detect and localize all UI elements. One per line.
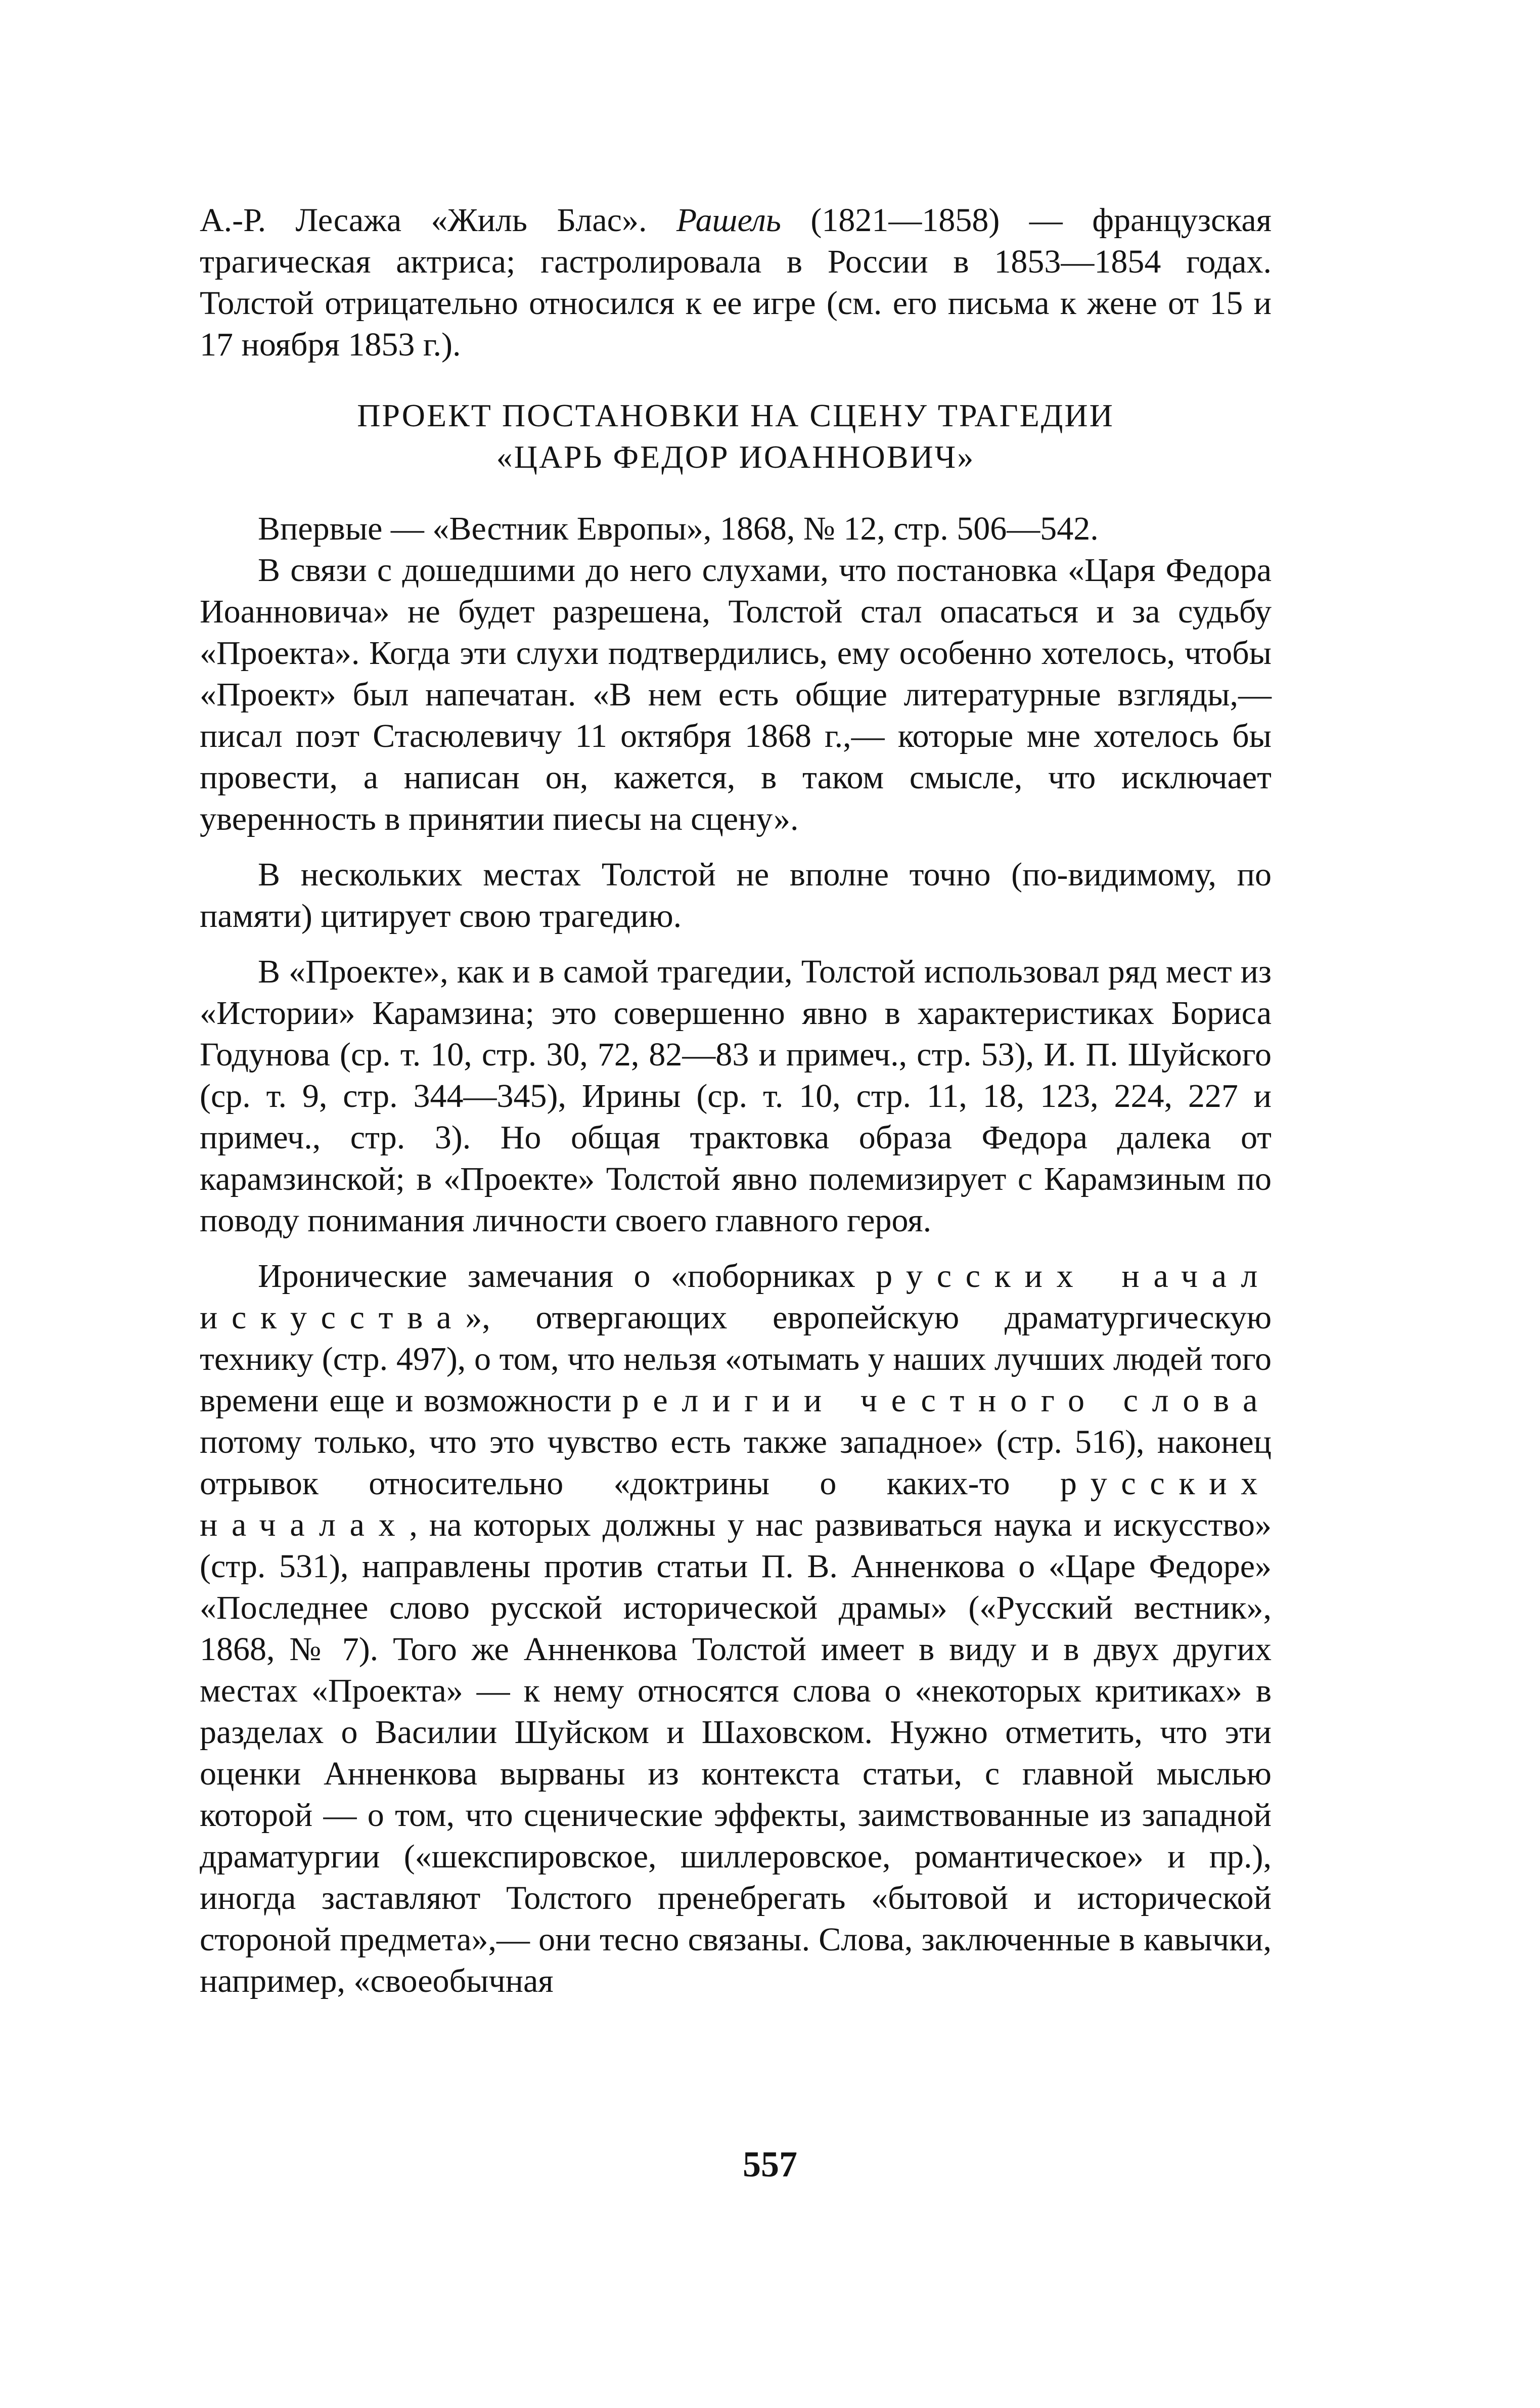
spaced-phrase-3: русских началах [200,1465,1272,1543]
section-heading [200,395,1272,478]
paragraph-karamzin: В «Проекте», как и в самой трагедии, Толстой использовал ряд мест из «Истории» Карамзина; это совершенно явно в характеристиках Бориса Годунова (ср. т. 10, стр. 30, 72, 82—83 и примеч., стр. 53), И. П. Шуйского (ср. т. 9, стр. 344—345), Ирины (ср. т. 10, стр. 11, 18, 123, 224, 227 и примеч., стр. 3). Но общая трактовка образа Федора далека от карамзинской; в «Проекте» Толстой явно полемизирует с Карамзиным по поводу понимания личности своего главного героя. [200,953,1272,1239]
intro-paragraph [200,200,1272,366]
annenkov-text-3: потому только, что это чувство есть также западное» (стр. 516), наконец отрывок относительно «доктрины о каких-то [200,1423,1272,1502]
intro-text-start: А.-Р. Лесажа «Жиль Блас». [200,202,676,239]
spaced-phrase-1: русских начал искусства [200,1258,1272,1336]
page-body [200,200,1272,2002]
annenkov-text-1: Иронические замечания о «поборниках [258,1258,876,1295]
spaced-phrase-2: религии честного слова [622,1382,1272,1419]
annenkov-text-2: », отвергающих европейскую драматургическую технику (стр. 497), о том, что нельзя «отымать у наших лучших людей того времени еще и возможности [200,1299,1272,1419]
page-number: 557 [743,2144,797,2184]
source-line: Впервые — «Вестник Европы», 1868, № 12, стр. 506—542. [258,510,1099,547]
annenkov-text-4: , на которых должны у нас развиваться наука и искусство» (стр. 531), направлены против статьи П. В. Анненкова о «Царе Федоре» «Последнее слово русской исторической драмы» («Русский вестник», 1868, № 7). Того же Анненкова Толстой имеет в виду и в двух других местах «Проекта» — к нему относятся слова о «некоторых критиках» в разделах о Василии Шуйском и Шаховском. Нужно отметить, что эти оценки Анненкова вырваны из контекста статьи, с главной мыслью которой — о том, что сценические эффекты, заимствованные из западной драматургии («шекспировское, шиллеровское, романтическое» и пр.), иногда заставляют Толстого пренебрегать «бытовой и исторической стороной предмета»,— они тесно связаны. Слова, заключенные в кавычки, например, «своеобычная [200,1506,1272,1999]
intro-text-end: (1821—1858) — французская трагическая актриса; гастролировала в России в 1853—1854 годах. Толстой отрицательно относился к ее игре (см. его письма к жене от 15 и 17 ноября 1853 г.). [200,202,1272,363]
section-heading-line-2: «ЦАРЬ ФЕДОР ИОАННОВИЧ» [496,439,975,475]
paragraph-annenkov [200,1256,1272,2002]
paragraph-rumors: В связи с дошедшими до него слухами, что постановка «Царя Федора Иоанновича» не будет разрешена, Толстой стал опасаться и за судьбу «Проекта». Когда эти слухи подтвердились, ему особенно хотелось, чтобы «Проект» был напечатан. «В нем есть общие литературные взгляды,— писал поэт Стасюлевичу 11 октября 1868 г.,— которые мне хотелось бы провести, а написан он, кажется, в таком смысле, что исключает уверенность в принятии пиесы на сцену». [200,552,1272,837]
intro-name-italic: Рашель [676,202,781,239]
section-heading-line-1: ПРОЕКТ ПОСТАНОВКИ НА СЦЕНУ ТРАГЕДИИ [357,397,1114,433]
paragraph-citations: В нескольких местах Толстой не вполне точно (по-видимому, по памяти) цитирует свою трагедию. [200,856,1272,934]
